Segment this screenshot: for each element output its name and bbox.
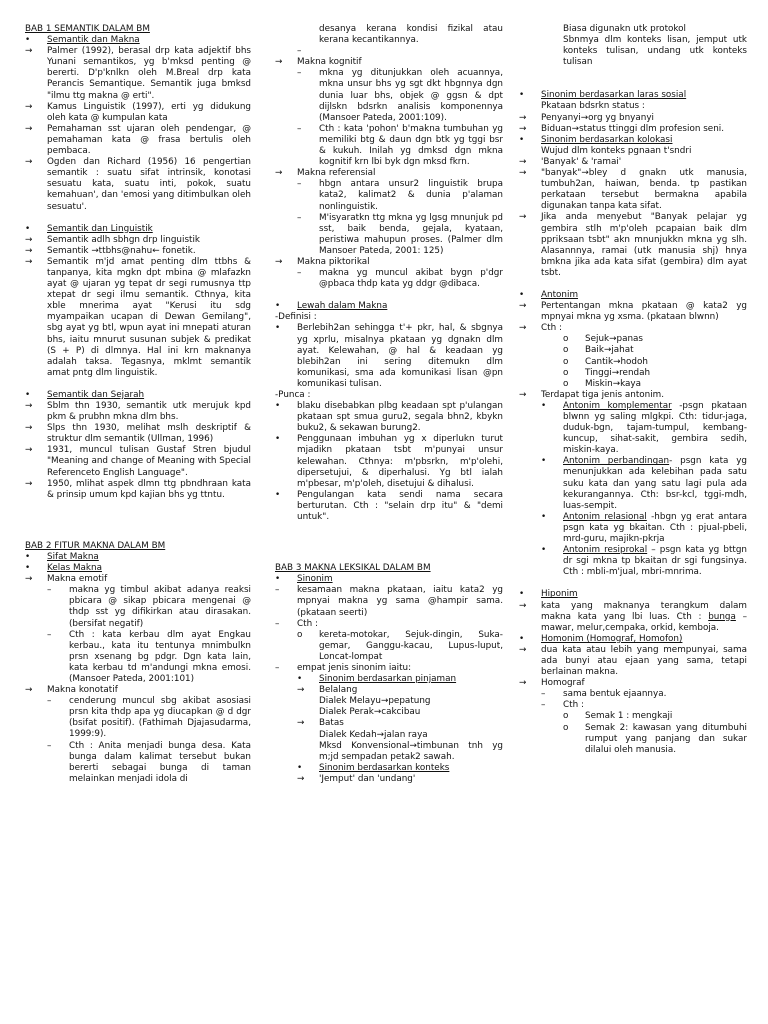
column-1 <box>25 24 251 785</box>
list-item: o Semak 2: kawasan yang ditumbuhi rumput yang panjang dan sukar dilalui oleh manusia. <box>563 722 747 755</box>
list-item: → Semantik →ttbhs@nahu← fonetik. <box>25 245 196 256</box>
list-item: • Sinonim berdasarkan pinjaman <box>297 674 457 685</box>
list-item: Mksd Konvensional→timbunan tnh yg m;jd sempadan petak2 sawah. <box>319 740 503 762</box>
list-item: • Hiponim <box>519 589 578 600</box>
list-item: • Semantik dan Sejarah <box>25 389 145 400</box>
list-item: → Slps thn 1930, melihat mslh deskriptif & struktur dlm semantik (Ullman, 1996) <box>25 423 251 445</box>
list-item: → Makna konotatif <box>25 685 118 696</box>
list-item: • Sinonim <box>275 574 333 585</box>
list-item: → Biduan→status ttinggi dlm profesion seni. <box>519 123 725 134</box>
list-item: • blaku disebabkan plbg keadaan spt p'ulangan pkataan spt smua guru2, segala bhn2, kbykn buku2, & sekawan burung2. <box>275 401 503 434</box>
list-item: → Homograf <box>519 678 585 689</box>
list-item: • Homonim (Homograf, Homofon) <box>519 633 683 644</box>
list-item: o Tinggi→rendah <box>563 367 651 378</box>
list-item: → Sblm thn 1930, semantik utk merujuk kpd pkm & prubhn mkna dlm bhs. <box>25 401 251 423</box>
list-item: – makna yg muncul akibat bygn p'dgr @pbaca thdp kata yg ddgr @dibaca. <box>297 268 503 290</box>
list-item: Wujud dlm konteks pgnaan t'sndri <box>541 145 692 156</box>
list-item: o Cantik→hodoh <box>563 356 648 367</box>
list-item: – sama bentuk ejaannya. <box>541 689 667 700</box>
list-item: – <box>297 46 302 57</box>
list-item: • Sifat Makna <box>25 551 99 562</box>
list-item: → Semantik m'jd amat penting dlm ttbhs & tanpanya, kita mgkn dpt mbina @ mlafazkn ayat @ ujaran yg tepat dr segi rumusnya ttp xtepat dr segi ilmu semantik. Cthnya, kita xble mnerima ayat "Kerusi itu sdg myampaikan ucapan di Dewan Gemilang", sbg ayat yg btl, wpun ayat ini mnepati aturan bhs, iaitu mnurut susunan subjek & predikat (S + P) di dlmnya. Hal ini krn maknanya adalah taksa. Tegasnya, mklmt semantik amat pntg dlm linguistik. <box>25 256 251 378</box>
list-item: Dialek Melayu→pepatung <box>319 696 431 707</box>
list-item: → Belalang <box>297 685 358 696</box>
bab1-heading: BAB 1 SEMANTIK DALAM BM <box>25 24 150 34</box>
list-item: – cenderung muncul sbg akibat asosiasi prsn kita thdp apa yg diucapkan @ d dgr (bsifat positif). (Fathimah Djajasudarma, 1999:9). <box>47 696 251 740</box>
list-item: → 'Jemput' dan 'undang' <box>297 773 416 784</box>
list-item: → "banyak"→bley d gnakn utk manusia, tumbuh2an, haiwan, benda. tp pastikan perkataan tersebut bermakna apabila digunakan tanpa kata sifat. <box>519 168 747 212</box>
list-item: → Makna kognitif <box>275 57 362 68</box>
list-item: → Makna emotif <box>25 574 108 585</box>
list-item: – hbgn antara unsur2 linguistik brupa kata2, kalimat2 & dunia p'alaman nonlinguistik. <box>297 179 503 212</box>
list-item: → Palmer (1992), berasal drp kata adjektif bhs Yunani semantikos, yg b'mksd penting @ bererti. D'p'knlkn oleh M.Breal drp kata Perancis Semantique. Semantik juga bmksd "ilmu ttg makna @ erti". <box>25 46 251 101</box>
list-item: • Semantik dan Makna <box>25 35 140 46</box>
list-item: o kereta-motokar, Sejuk-dingin, Suka-gemar, Ganggu-kacau, Lupus-luput, Loncat-lompat <box>297 629 503 662</box>
list-item: o Baik→jahat <box>563 345 634 356</box>
list-item: • Lewah dalam Makna <box>275 301 388 312</box>
list-item: → Batas <box>297 718 344 729</box>
list-item: → Jika anda menyebut "Banyak pelajar yg gembira stlh m'p'oleh pcapaian baik dlm ppriksaan tsbt" akn mnunjukkn mkna yg slh. Alasannnya, ramai (utk manusia shj) hnya bmkna jika ada kata sifat (gembira) dlm ayat tsbt. <box>519 212 747 278</box>
list-item: • Semantik dan Linguistik <box>25 223 153 234</box>
list-item: Sbnmya dlm konteks lisan, jemput utk konteks tulisan, undang utk konteks tulisan <box>563 35 747 68</box>
list-item: – mkna yg ditunjukkan oleh acuannya, mkna unsur bhs yg sgt dkt hbgnnya dgn dunia luar bhs, objek @ ggsn & dpt dijlskn bdsrkn analisis komponennya (Mansoer Pateda, 2001:109). <box>297 68 503 123</box>
list-item: – Cth : <box>541 700 584 711</box>
list-item: • Antonim perbandingan- psgn kata yg menunjukkan ada kelebihan pada satu suku kata dan yang satu lagi pula ada kekurangannya. Cth: bsr-kcl, tggi-mdh, luas-sempit. <box>541 456 747 511</box>
list-item: desanya kerana kondisi fizikal atau kerana kecantikannya. <box>319 24 503 46</box>
list-item: • Sinonim berdasarkan kolokasi <box>519 134 673 145</box>
list-item: → 'Banyak' & 'ramai' <box>519 156 622 167</box>
list-item: – makna yg timbul akibat adanya reaksi pbicara @ sikap pbicara mengenai @ thdp sst yg difikirkan atau dirasakan. (bersifat negatif) <box>47 585 251 629</box>
list-item: → Terdapat tiga jenis antonim. <box>519 389 665 400</box>
column-3 <box>519 24 747 756</box>
list-item: • Kelas Makna <box>25 563 102 574</box>
list-item: – Cth : kata 'pohon' b'makna tumbuhan yg memiliki btg & daun dgn btk yg tggi bsr & kukuh. Inilah yg dmksd dgn mkna kognitif krn lbi byk dgn mksd fkrn. <box>297 123 503 168</box>
list-item: – kesamaan makna pkataan, iaitu kata2 yg mpnyai makna yg sama @hampir sama. (pkataan seerti) <box>275 585 503 618</box>
list-item: → Makna referensial <box>275 168 376 179</box>
list-item: → Pertentangan mkna pkataan @ kata2 yg mpnyai mkna yg xsma. (pkataan blwnn) <box>519 301 747 323</box>
list-item: • Sinonim berdasarkan laras sosial <box>519 90 687 101</box>
list-item: o Miskin→kaya <box>563 378 642 389</box>
list-item: → Kamus Linguistik (1997), erti yg didukung oleh kata @ kumpulan kata <box>25 101 251 123</box>
list-item: → Pemahaman sst ujaran oleh pendengar, @ pemahaman kata @ frasa bertulis oleh pembaca. <box>25 123 251 157</box>
list-item: Dialek Perak→cakcibau <box>319 707 421 718</box>
list-item: • Pengulangan kata sendi nama secara berturutan. Cth : "selain drp itu" & "demi untuk". <box>275 489 503 523</box>
bab2-heading: BAB 2 FITUR MAKNA DALAM BM <box>25 540 166 551</box>
list-item: -Punca : <box>275 390 311 400</box>
list-item: – Cth : <box>275 618 318 629</box>
list-item: → 1931, muncul tulisan Gustaf Stren bjudul "Meaning and change of Meaning with Special Referenceto English Language". <box>25 445 251 478</box>
list-item: → dua kata atau lebih yang mempunyai, sama ada bunyi atau ejaan yang sama, tetapi berlainan makna. <box>519 644 747 678</box>
list-item: Pkataan bdsrkn status : <box>541 101 645 112</box>
list-item: – Cth : Anita menjadi bunga desa. Kata bunga dalam kalimat tersebut bukan bererti sebagai bunga di taman melainkan menjadi idola di <box>47 740 251 784</box>
list-item: • Antonim relasional -hbgn yg erat antara psgn kata yg bkaitan. Cth : pjual-pbeli, mrd-guru, majikn-pkrja <box>541 511 747 545</box>
list-item: Dialek Kedah→jalan raya <box>319 729 428 740</box>
list-item: – M'isyaratkn ttg mkna yg lgsg mnunjuk pd sst, baik benda, gejala, kyataan, peristiwa mahupun proses. (Palmer dlm Mansoer Pateda, 2001: 125) <box>297 212 503 256</box>
list-item: → Semantik adlh sbhgn drp linguistik <box>25 234 201 245</box>
list-item: • Sinonim berdasarkan konteks <box>297 762 450 773</box>
list-item: → Ogden dan Richard (1956) 16 pengertian semantik : suatu sifat intrinsik, konotasi sesuatu kata, suatu inti, pokok, suatu kemahuan', dan 'emosi yang ditimbulkan oleh sesuatu'. <box>25 157 251 212</box>
list-item: o Semak 1 : mengkaji <box>563 711 673 722</box>
bab3-heading: BAB 3 MAKNA LEKSIKAL DALAM BM <box>275 563 431 574</box>
list-item: • Antonim komplementar -psgn pkataan blwnn yg saling mlgkpi. Cth: tidur-jaga, duduk-bgn, tajam-tumpul, kembang-kuncup, sihat-sakit, gembira sedih, miskin-kaya. <box>541 400 747 456</box>
list-item: • Antonim <box>519 289 579 300</box>
list-item: → Makna piktorikal <box>275 256 370 267</box>
list-item: – empat jenis sinonim iaitu: <box>275 662 412 673</box>
list-item: → kata yang maknanya terangkum dalam makna kata yang lbi luas. Cth : bunga – mawar, melur,cempaka, orkid, kemboja. <box>519 600 747 633</box>
list-item: – Cth : kata kerbau dlm ayat Engkau kerbau., kata itu tentunya mnimbulkn prsn xsenang bg pdgr. Dgn kata lain, kata kerbau td m'andungi mkna emosi. (Mansoer Pateda, 2001:101) <box>47 629 251 684</box>
list-item: o Sejuk→panas <box>563 334 644 345</box>
list-item: -Definisi : <box>275 312 317 323</box>
list-item: • Berlebih2an sehingga t'+ pkr, hal, & sbgnya yg xprlu, misalnya pkataan yg dgnakn dlm ayat. Kelewahan, @ hal & keadaan yg blebih2an ini sering ditemukn dlm komunikasi, sma ada komunikasi lisan @pn komunikasi tulisan. <box>275 323 503 389</box>
list-item: • Penggunaan imbuhan yg x diperlukn turut mjadikn pkataan tsbt m'punyai unsur kelewahan. Cthnya: m'pbsrkn, m'p'olehi, dipersetujui, & diperhalusi. Yg btl ialah m'pbesar, m'p'oleh, disetujui & dihalusi. <box>275 434 503 489</box>
list-item: → 1950, mlihat aspek dlmn ttg pbndhraan kata & prinsip umum kpd kajian bhs yg ttntu. <box>25 478 251 500</box>
list-item: Biasa digunakn utk protokol <box>563 24 687 34</box>
list-item: → Cth : <box>519 323 562 334</box>
column-2 <box>275 24 503 785</box>
list-item: • Antonim resiprokal – psgn kata yg bttgn dr sgi mkna tp bkaitan dr sgi fungsinya. Cth : mbli-m'jual, mbri-mnrima. <box>541 545 748 578</box>
list-item: → Penyanyi→org yg bnyanyi <box>519 112 654 123</box>
